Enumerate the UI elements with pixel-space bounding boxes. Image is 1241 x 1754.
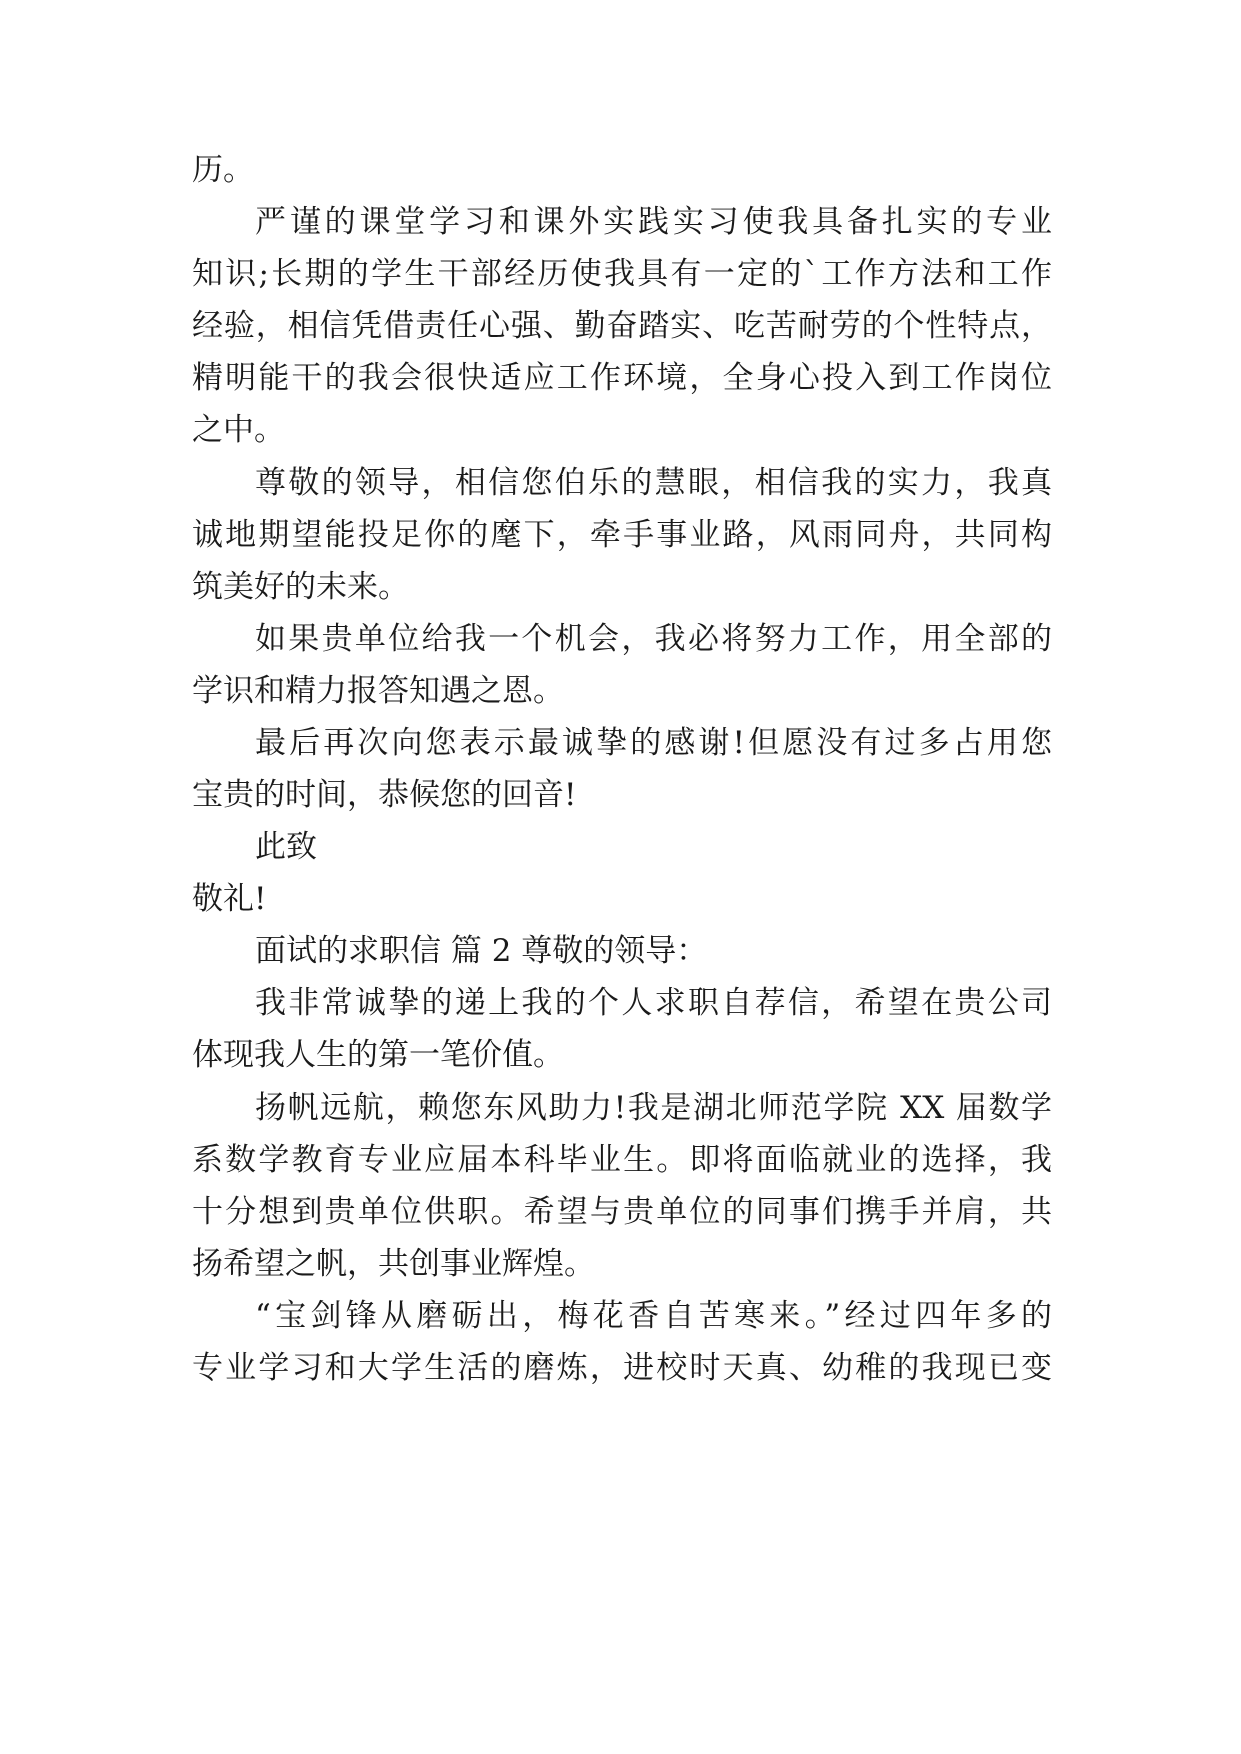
text-line: 经验，相信凭借责任心强、勤奋踏实、吃苦耐劳的个性特点， xyxy=(192,308,1052,344)
text-line: 精明能干的我会很快适应工作环境，全身心投入到工作岗位 xyxy=(192,360,1052,396)
text-line: 历。 xyxy=(192,152,254,188)
text-line: 之中。 xyxy=(192,412,285,448)
text-line: 专业学习和大学生活的磨炼，进校时天真、幼稚的我现已变 xyxy=(192,1350,1052,1386)
text-line: 系数学教育专业应届本科毕业生。即将面临就业的选择，我 xyxy=(192,1142,1052,1178)
paragraph-start-line: 尊敬的领导，相信您伯乐的慧眼，相信我的实力，我真 xyxy=(255,465,1052,501)
text-line: 宝贵的时间，恭候您的回音! xyxy=(192,777,577,813)
text-line: 十分想到贵单位供职。希望与贵单位的同事们携手并肩，共 xyxy=(192,1194,1052,1230)
paragraph-start-line: 我非常诚挚的递上我的个人求职自荐信，希望在贵公司 xyxy=(255,985,1052,1021)
paragraph-start-line: 扬帆远航，赖您东风助力!我是湖北师范学院 XX 届数学 xyxy=(255,1090,1052,1126)
paragraph-start-line: 严谨的课堂学习和课外实践实习使我具备扎实的专业 xyxy=(255,204,1052,240)
text-line: 诚地期望能投足你的麾下，牵手事业路，风雨同舟，共同构 xyxy=(192,517,1052,553)
paragraph-start-line: 如果贵单位给我一个机会，我必将努力工作，用全部的 xyxy=(255,621,1052,657)
text-line: 筑美好的未来。 xyxy=(192,569,409,605)
text-line: 扬希望之帆，共创事业辉煌。 xyxy=(192,1246,595,1282)
closing-line: 此致 xyxy=(255,829,317,865)
text-line: 学识和精力报答知遇之恩。 xyxy=(192,673,564,709)
paragraph-start-line: 最后再次向您表示最诚挚的感谢!但愿没有过多占用您 xyxy=(255,725,1052,761)
text-line: 知识;长期的学生干部经历使我具有一定的`工作方法和工作 xyxy=(192,256,1052,292)
text-line: 体现我人生的第一笔价值。 xyxy=(192,1037,564,1073)
salutation-line: 敬礼! xyxy=(192,881,267,917)
section-heading-line: 面试的求职信 篇 2 尊敬的领导： xyxy=(255,933,708,969)
paragraph-start-line: “宝剑锋从磨砺出，梅花香自苦寒来。”经过四年多的 xyxy=(255,1298,1052,1334)
